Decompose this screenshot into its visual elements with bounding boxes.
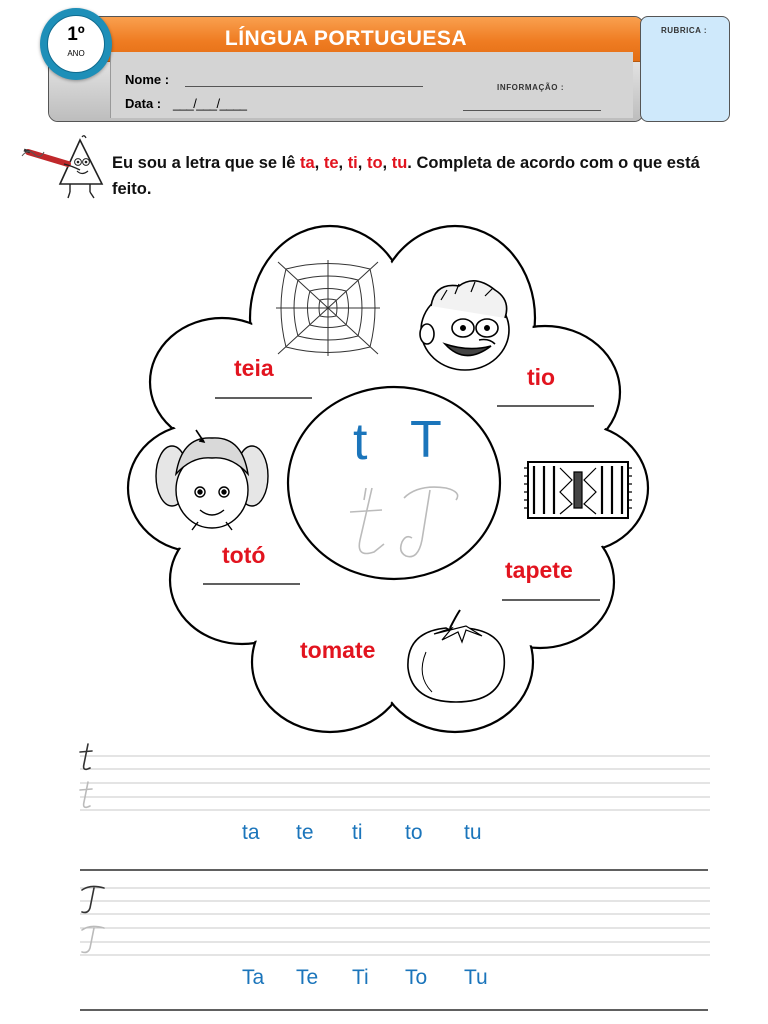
word-tomate: tomate	[300, 637, 376, 663]
syllable-lower-2: te	[296, 821, 314, 844]
instruction-syllable: tu	[391, 154, 408, 172]
date-field[interactable]: ___/___/____	[173, 96, 247, 111]
model-cursive-t-icon	[84, 744, 90, 769]
word-teia: teia	[234, 355, 274, 381]
center-lower-t: t	[353, 413, 368, 471]
center-upper-t: T	[410, 411, 442, 469]
trace-cursive-upper-t-icon	[82, 926, 104, 952]
info-label: INFORMAÇÃO :	[497, 83, 565, 92]
syllable-upper-1: Ta	[242, 966, 265, 989]
syllable-upper-2: Te	[296, 966, 319, 989]
trace-cursive-t-icon	[84, 782, 90, 807]
syllable-upper-3: Ti	[352, 966, 369, 989]
word-tio: tio	[527, 364, 556, 390]
instruction-suffix: . Completa de acordo com o que está feito.	[112, 154, 700, 198]
word-toto: totó	[222, 542, 266, 568]
rubric-label: RUBRICA :	[661, 26, 707, 35]
instruction-text: Eu sou a letra que se lê ta, te, ti, to, tu. Completa de acordo com o que está feito.	[112, 154, 700, 198]
instruction-prefix: Eu sou a letra que se lê	[112, 154, 300, 172]
model-cursive-upper-t-icon	[82, 886, 104, 912]
syllable-lower-1: ta	[242, 821, 260, 844]
syllable-lower-5: tu	[464, 821, 482, 844]
word-tapete: tapete	[505, 557, 573, 583]
subject-title: LÍNGUA PORTUGUESA	[224, 27, 468, 50]
syllable-lower-3: ti	[352, 821, 363, 844]
syllable-upper-4: To	[405, 966, 428, 989]
name-label: Nome :	[125, 72, 170, 87]
grade-number: 1º	[67, 24, 85, 45]
instruction-syllable: ta	[300, 154, 315, 172]
date-label: Data :	[125, 96, 162, 111]
grade-label: ANO	[67, 49, 85, 58]
instruction-syllable: ti	[347, 154, 358, 172]
instruction-syllable: to	[366, 154, 383, 172]
syllable-lower-4: to	[405, 821, 423, 844]
instruction-syllable: te	[323, 154, 339, 172]
syllable-upper-5: Tu	[464, 966, 488, 989]
